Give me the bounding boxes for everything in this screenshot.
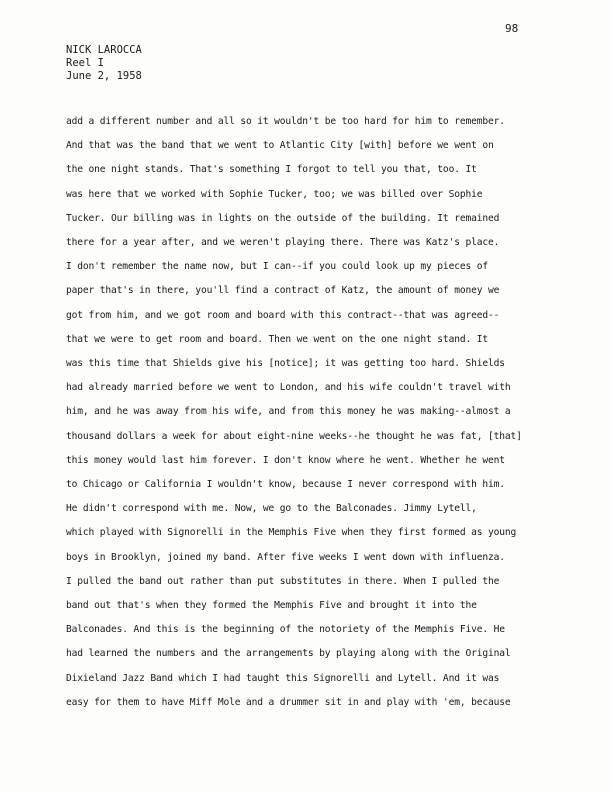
interviewee-name: NICK LAROCCA: [66, 44, 142, 56]
transcript-line: him, and he was away from his wife, and from this money he was making--almost a: [66, 406, 511, 418]
transcript-line: add a different number and all so it wouldn't be too hard for him to remember.: [66, 116, 505, 127]
transcript-line: was this time that Shields give his [notice]; it was getting too hard. Shields: [66, 358, 505, 370]
transcript-line: Tucker. Our billing was in lights on the outside of the building. It remained: [66, 212, 500, 224]
transcript-line: there for a year after, and we weren't playing there. There was Katz's place.: [66, 237, 500, 249]
transcript-line: band out that's when they formed the Memphis Five and brought it into the: [66, 600, 477, 612]
transcript-line: that we were to get room and board. Then we went on the one night stand. It: [66, 333, 488, 345]
transcript-line: I pulled the band out rather than put substitutes in there. When I pulled the: [66, 575, 500, 587]
transcript-line: boys in Brooklyn, joined my band. After five weeks I went down with influenza.: [66, 551, 505, 563]
transcript-line: had already married before we went to London, and his wife couldn't travel with: [66, 382, 511, 394]
transcript-line: And that was the band that we went to Atlantic City [with] before we went on: [66, 140, 494, 152]
document-header: [66, 44, 142, 83]
transcript-line: paper that's in there, you'll find a contract of Katz, the amount of money we: [66, 285, 500, 297]
transcript-line: the one night stands. That's something I forgot to tell you that, too. It: [66, 164, 477, 176]
transcript-line: had learned the numbers and the arrangements by playing along with the Original: [66, 648, 511, 660]
transcript-line: easy for them to have Miff Mole and a drummer sit in and play with 'em, because: [66, 696, 511, 708]
transcript-line: Dixieland Jazz Band which I had taught this Signorelli and Lytell. And it was: [66, 672, 500, 684]
transcript-line: thousand dollars a week for about eight-nine weeks--he thought he was fat, [that]: [66, 430, 522, 442]
transcript-line: this money would last him forever. I don't know where he went. Whether he went: [66, 454, 505, 466]
transcript-line: He didn't correspond with me. Now, we go to the Balconades. Jimmy Lytell,: [66, 503, 477, 515]
transcript-line: which played with Signorelli in the Memphis Five when they first formed as young: [66, 527, 517, 539]
transcript-body: [66, 110, 556, 715]
page-number: 98: [505, 22, 519, 35]
transcript-line: I don't remember the name now, but I can--if you could look up my pieces of: [66, 261, 488, 273]
interview-date: June 2, 1958: [66, 70, 142, 82]
transcript-line: Balconades. And this is the beginning of the notoriety of the Memphis Five. He: [66, 624, 505, 636]
transcript-line: was here that we worked with Sophie Tucker, too; we was billed over Sophie: [66, 188, 483, 200]
transcript-line: got from him, and we got room and board with this contract--that was agreed--: [66, 309, 500, 321]
transcript-line: to Chicago or California I wouldn't know, because I never correspond with him.: [66, 479, 505, 491]
reel-label: Reel I: [66, 57, 104, 69]
